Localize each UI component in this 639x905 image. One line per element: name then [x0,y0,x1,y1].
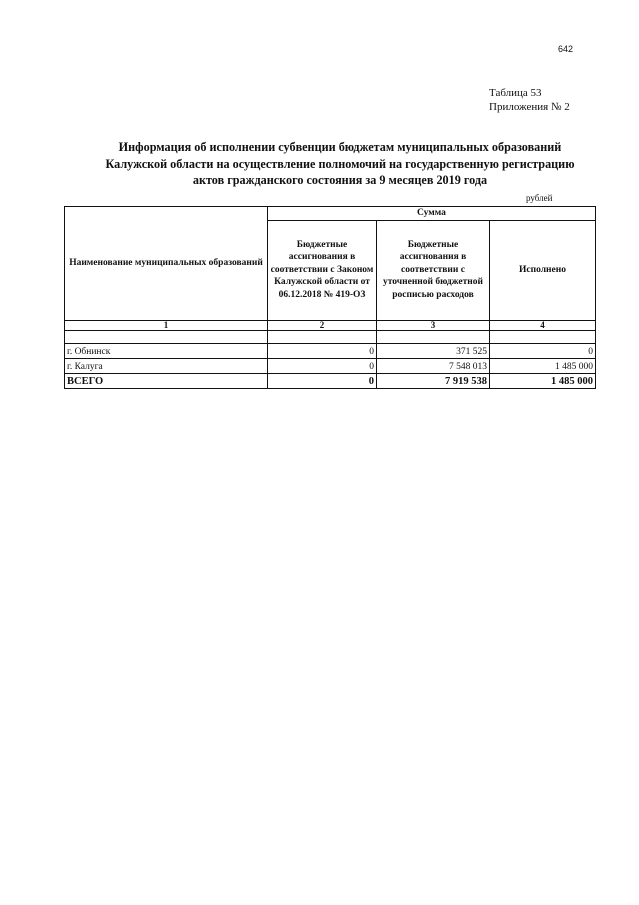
table-row [65,358,596,373]
row-executed: 0 [490,343,596,358]
total-executed: 1 485 000 [490,373,596,388]
row-municipality-name: г. Обнинск [65,343,268,358]
column-number: 3 [377,320,490,330]
total-label: ВСЕГО [65,373,268,388]
total-law-allocation: 0 [268,373,377,388]
units-label: рублей [526,193,553,203]
row-law-allocation: 0 [268,343,377,358]
row-municipality-name: г. Калуга [65,358,268,373]
row-revised-allocation: 371 525 [377,343,490,358]
row-revised-allocation: 7 548 013 [377,358,490,373]
header-municipality-name: Наименование муниципальных образований [65,207,268,321]
header-revised-allocations: Бюджетные ассигнования в соответствии с уточненной бюджетной росписью расходов [377,220,490,320]
table-row [65,343,596,358]
document-title-line-1: Информация об исполнении субвенции бюджетам муниципальных образований [118,140,562,154]
page-number: 642 [558,44,574,54]
header-law-allocations: Бюджетные ассигнования в соответствии с Законом Калужской области от 06.12.2018 № 419-ОЗ [268,220,377,320]
spacer-row [65,330,596,343]
subvention-table [64,206,596,389]
header-executed: Исполнено [490,220,596,320]
total-row [65,373,596,388]
appendix-label: Приложения № 2 [489,101,570,113]
column-number: 2 [268,320,377,330]
column-number: 4 [490,320,596,330]
document-title-line-3: актов гражданского состояния за 9 месяцев 2019 года [192,173,488,187]
document-title-line-2: Калужской области на осуществление полномочий на государственную регистрацию [105,157,575,171]
column-number: 1 [65,320,268,330]
total-revised-allocation: 7 919 538 [377,373,490,388]
table-label: Таблица 53 [489,87,542,99]
row-law-allocation: 0 [268,358,377,373]
header-sum-group: Сумма [268,207,596,221]
row-executed: 1 485 000 [490,358,596,373]
